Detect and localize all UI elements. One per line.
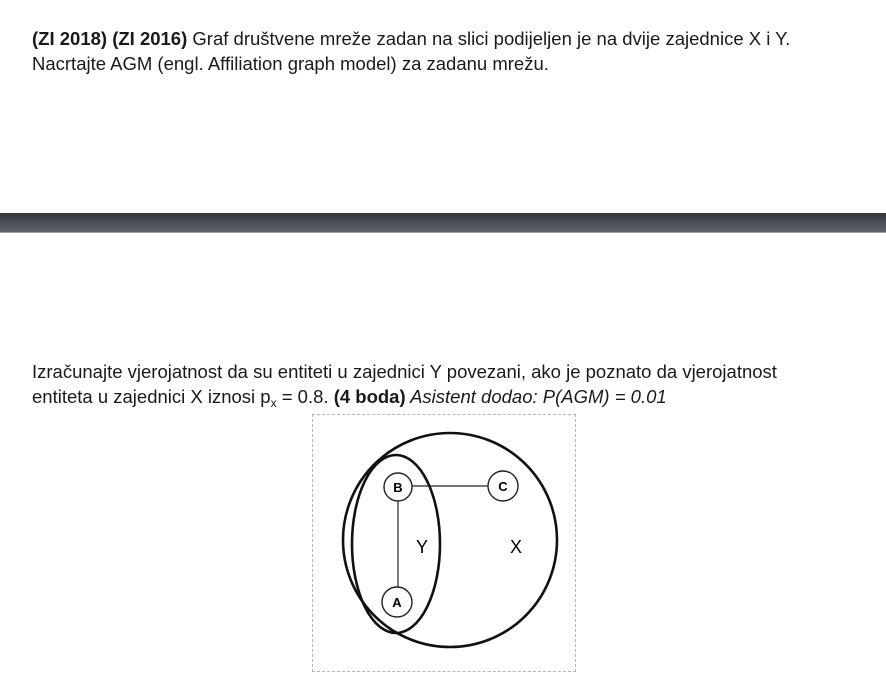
question-1-text: [32, 26, 790, 76]
question-2-text: [32, 359, 777, 412]
page-divider-line: [0, 232, 886, 233]
node-c-label: C: [498, 479, 508, 494]
points-label: (4 boda): [333, 386, 406, 407]
community-x-label: X: [509, 537, 523, 557]
question-2-line-2-mid: = 0.8.: [276, 386, 334, 407]
node-a-label: A: [392, 595, 402, 610]
node-b: [384, 473, 412, 501]
question-2-line-2-start: entiteta u zajednici X iznosi p: [32, 386, 271, 407]
community-graph-diagram: [312, 414, 576, 672]
subscript-x: x: [270, 396, 277, 410]
node-b-label: B: [393, 480, 403, 495]
page-divider-bar: [0, 213, 886, 232]
question-1-line-2: Nacrtajte AGM (engl. Affiliation graph model) za zadanu mrežu.: [32, 53, 549, 74]
assistant-note: Asistent dodao: P(AGM) = 0.01: [405, 386, 667, 407]
question-2-line-1: Izračunajte vjerojatnost da su entiteti u zajednici Y povezani, ako je poznato da vjerojatnost: [32, 361, 777, 382]
question-1-line-1: [32, 26, 790, 51]
question-2-line-2: [32, 384, 777, 412]
node-c: [488, 471, 518, 501]
community-y-label: Y: [415, 537, 429, 557]
tag-zi-2016: (ZI 2016): [112, 28, 188, 49]
question-1-line-1-text: Graf društvene mreže zadan na slici podijeljen je na dvije zajednice X i Y.: [187, 28, 791, 49]
tag-zi-2018: (ZI 2018): [32, 28, 108, 49]
node-a: [382, 587, 412, 617]
